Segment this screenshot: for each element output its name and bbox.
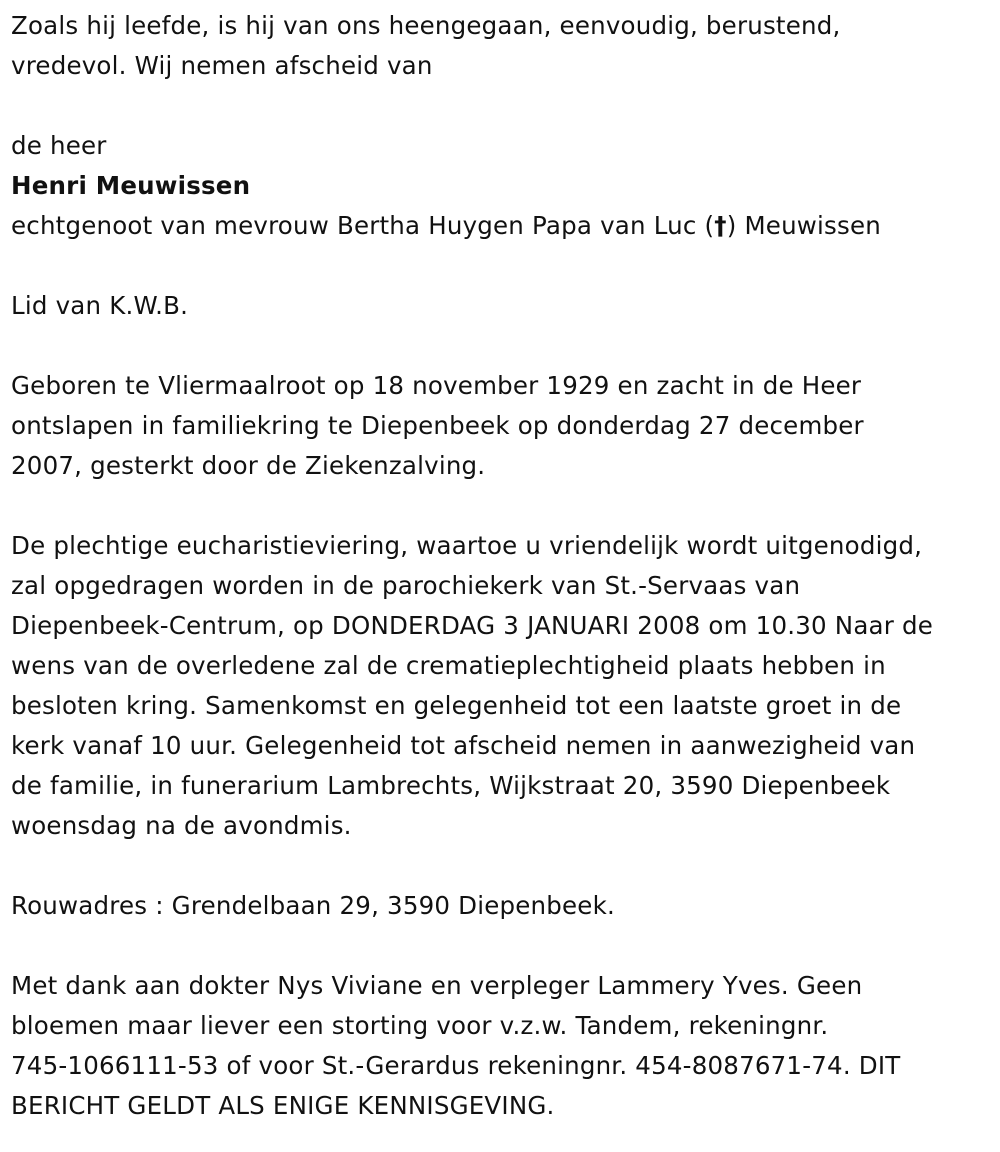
- thanks-line: BERICHT GELDT ALS ENIGE KENNISGEVING.: [11, 1091, 555, 1120]
- ceremony-line: De plechtige eucharistieviering, waartoe u vriendelijk wordt uitgenodigd,: [11, 531, 923, 560]
- spouse-suffix: ) Meuwissen: [726, 211, 881, 240]
- address-paragraph: [11, 886, 995, 926]
- ceremony-line: de familie, in funerarium Lambrechts, Wijkstraat 20, 3590 Diepenbeek: [11, 771, 891, 800]
- deceased-name: Henri Meuwissen: [11, 171, 251, 200]
- birth-death-paragraph: [11, 366, 995, 486]
- birth-death-line: Geboren te Vliermaalroot op 18 november 1929 en zacht in de Heer: [11, 371, 862, 400]
- intro-line: Zoals hij leefde, is hij van ons heengegaan, eenvoudig, berustend,: [11, 11, 841, 40]
- spouse-line: [11, 206, 995, 246]
- membership-paragraph: [11, 286, 995, 326]
- spouse-prefix: echtgenoot van mevrouw Bertha Huygen Papa van Luc (: [11, 211, 715, 240]
- intro-paragraph: [11, 6, 995, 86]
- ceremony-line: Diepenbeek-Centrum, op DONDERDAG 3 JANUARI 2008 om 10.30 Naar de: [11, 611, 934, 640]
- ceremony-line: zal opgedragen worden in de parochiekerk van St.-Servaas van: [11, 571, 801, 600]
- thanks-line: 745-1066111-53 of voor St.-Gerardus rekeningnr. 454-8087671-74. DIT: [11, 1051, 901, 1080]
- ceremony-paragraph: [11, 526, 995, 846]
- honorific: de heer: [11, 131, 107, 160]
- obituary-notice: [11, 6, 995, 1126]
- mourning-address: Rouwadres : Grendelbaan 29, 3590 Diepenbeek.: [11, 891, 615, 920]
- thanks-line: Met dank aan dokter Nys Viviane en verpleger Lammery Yves. Geen: [11, 971, 863, 1000]
- birth-death-line: ontslapen in familiekring te Diepenbeek op donderdag 27 december: [11, 411, 864, 440]
- thanks-paragraph: [11, 966, 995, 1126]
- birth-death-line: 2007, gesterkt door de Ziekenzalving.: [11, 451, 486, 480]
- deceased-block: [11, 126, 995, 246]
- intro-line: vredevol. Wij nemen afscheid van: [11, 51, 433, 80]
- cross-icon: †: [714, 211, 727, 240]
- membership-text: Lid van K.W.B.: [11, 291, 189, 320]
- ceremony-line: besloten kring. Samenkomst en gelegenheid tot een laatste groet in de: [11, 691, 902, 720]
- ceremony-line: wens van de overledene zal de crematieplechtigheid plaats hebben in: [11, 651, 886, 680]
- ceremony-line: kerk vanaf 10 uur. Gelegenheid tot afscheid nemen in aanwezigheid van: [11, 731, 916, 760]
- thanks-line: bloemen maar liever een storting voor v.z.w. Tandem, rekeningnr.: [11, 1011, 829, 1040]
- ceremony-line: woensdag na de avondmis.: [11, 811, 352, 840]
